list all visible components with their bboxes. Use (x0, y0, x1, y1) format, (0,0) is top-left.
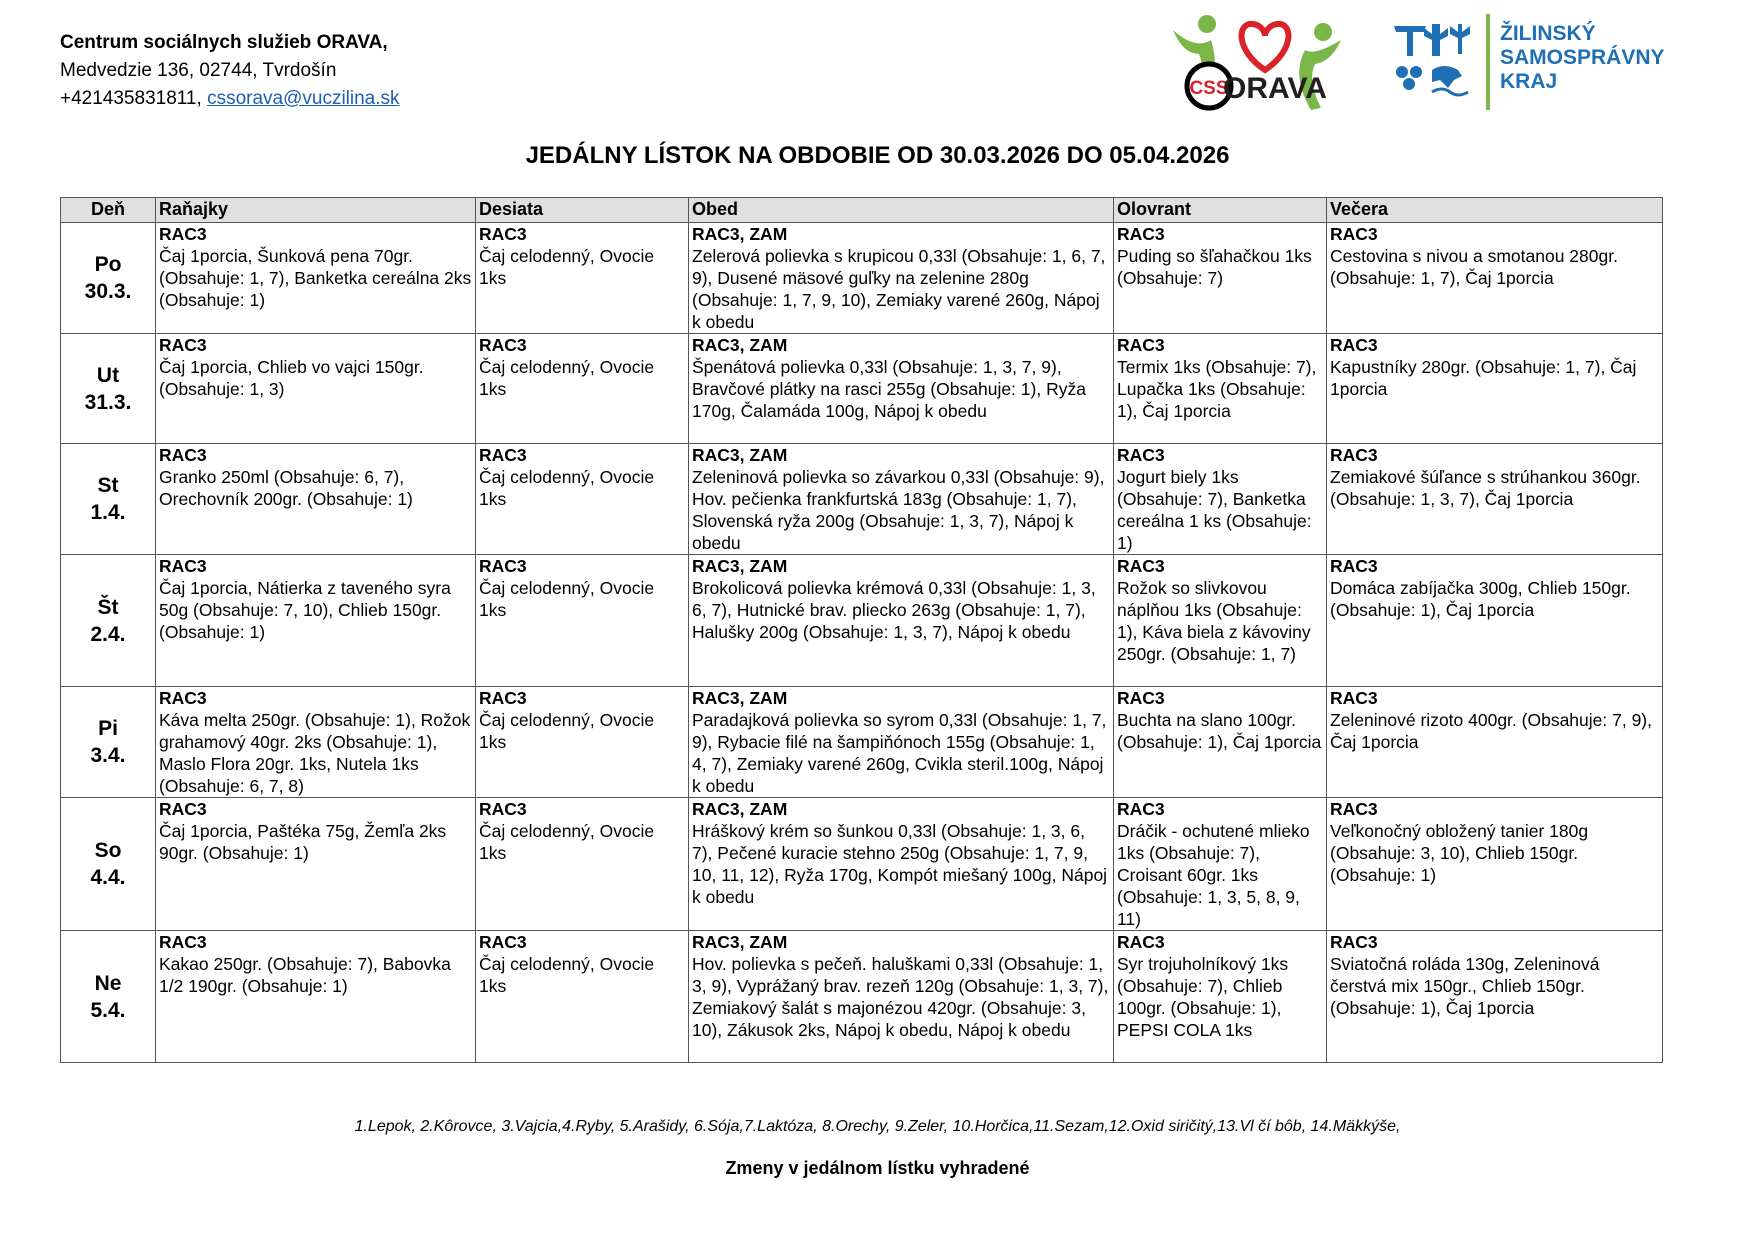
meal-text: Kapustníky 280gr. (Obsahuje: 1, 7), Čaj 1porcia (1330, 357, 1637, 399)
meal-cell (156, 334, 476, 444)
day-date: 3.4. (90, 744, 126, 767)
diet-code: RAC3 (1330, 932, 1378, 952)
meal-text: Čaj celodenný, Ovocie 1ks (479, 954, 655, 996)
meal-cell (1114, 555, 1327, 687)
meal-text: Čaj 1porcia, Nátierka z taveného syra 50g (Obsahuje: 7, 10), Chlieb 150gr. (Obsahuje: 1) (159, 578, 451, 642)
day-cell (61, 444, 156, 555)
meal-text: Veľkonočný obložený tanier 180g (Obsahuje: 3, 10), Chlieb 150gr. (Obsahuje: 1) (1330, 821, 1589, 885)
meal-text: Čaj celodenný, Ovocie 1ks (479, 821, 655, 863)
day-date: 2.4. (90, 622, 126, 646)
page-title: JEDÁLNY LÍSTOK NA OBDOBIE OD 30.03.2026 DO 05.04.2026 (525, 142, 1230, 169)
meal-cell (689, 555, 1114, 687)
crest-pitchfork-icon (1450, 24, 1470, 54)
meal-cell (1327, 555, 1663, 687)
header-snack: Desiata (476, 198, 689, 223)
table-row (61, 798, 1663, 931)
region-text-line-1: ŽILINSKÝ (1500, 22, 1596, 45)
day-name: So (94, 839, 122, 862)
day-cell (61, 334, 156, 444)
table-row (61, 555, 1663, 687)
meal-cell (1114, 444, 1327, 555)
region-text-line-2: SAMOSPRÁVNY (1500, 46, 1665, 69)
meal-text: Čaj celodenný, Ovocie 1ks (479, 467, 655, 509)
menu-table (60, 197, 1663, 1063)
crest-cross-icon (1394, 26, 1426, 56)
table-row (61, 931, 1663, 1063)
meal-cell (1114, 223, 1327, 334)
meal-text: Rožok so slivkovou náplňou 1ks (Obsahuje: 1), Káva biela z kávoviny 250gr. (Obsahuje: 1, 7) (1117, 578, 1311, 664)
meal-text: Čaj celodenný, Ovocie 1ks (479, 578, 655, 620)
diet-code: RAC3 (1117, 445, 1165, 465)
table-row (61, 687, 1663, 798)
diet-code: RAC3 (1117, 688, 1165, 708)
meal-text: Cestovina s nivou a smotanou 280gr. (Obsahuje: 1, 7), Čaj 1porcia (1330, 246, 1618, 288)
day-date: 5.4. (90, 998, 126, 1022)
region-text-line-3: KRAJ (1500, 70, 1558, 93)
meal-text: Čaj celodenný, Ovocie 1ks (479, 357, 655, 399)
meal-cell (1327, 798, 1663, 931)
table-row (61, 334, 1663, 444)
diet-code: RAC3 (479, 335, 527, 355)
diet-code: RAC3 (479, 688, 527, 708)
diet-code: RAC3 (159, 688, 207, 708)
table-header-row (61, 198, 1663, 223)
organization-phone: +421435831811, (60, 88, 202, 109)
meal-text: Zemiakové šúľance s strúhankou 360gr. (Obsahuje: 1, 3, 7), Čaj 1porcia (1330, 467, 1641, 509)
meal-cell (156, 444, 476, 555)
diet-code: RAC3 (479, 556, 527, 576)
meal-text: Kakao 250gr. (Obsahuje: 7), Babovka 1/2 190gr. (Obsahuje: 1) (159, 954, 451, 996)
meal-cell (1327, 931, 1663, 1063)
meal-cell (1114, 687, 1327, 798)
logo-heart (1242, 24, 1289, 70)
meal-text: Hráškový krém so šunkou 0,33l (Obsahuje: 1, 3, 6, 7), Pečené kuracie stehno 250g (Obsahuje: 1, 7, 9, 10, 11, 12), Ryža 170g, Kompót miešaný 100g, Nápoj k obedu (692, 821, 1108, 907)
meal-cell (689, 931, 1114, 1063)
meal-cell (156, 687, 476, 798)
logo-css-text: CSS (1189, 78, 1229, 99)
diet-code: RAC3 (159, 335, 207, 355)
day-name: Ut (96, 363, 120, 387)
meal-text: Zeleninová polievka so závarkou 0,33l (Obsahuje: 9), Hov. pečienka frankfurtská 183g (Obsahuje: 1, 7), Slovenská ryža 200g (Obsahuje: 1, 3, 7), Nápoj k obedu (692, 467, 1105, 553)
day-date: 4.4. (90, 866, 126, 889)
meal-cell (476, 334, 689, 444)
diet-code: RAC3, ZAM (692, 932, 788, 952)
diet-code: RAC3 (1117, 932, 1165, 952)
day-cell (61, 687, 156, 798)
meal-cell (156, 223, 476, 334)
header-day: Deň (61, 198, 156, 223)
diet-code: RAC3 (1330, 799, 1378, 819)
meal-text: Granko 250ml (Obsahuje: 6, 7), Orechovník 200gr. (Obsahuje: 1) (159, 467, 413, 509)
meal-cell (1327, 334, 1663, 444)
diet-code: RAC3 (159, 932, 207, 952)
meal-cell (1327, 687, 1663, 798)
meal-cell (689, 444, 1114, 555)
diet-code: RAC3 (159, 556, 207, 576)
meal-cell (689, 798, 1114, 931)
meal-text: Domáca zabíjačka 300g, Chlieb 150gr. (Obsahuje: 1), Čaj 1porcia (1330, 578, 1631, 620)
day-cell (61, 798, 156, 931)
meal-cell (689, 223, 1114, 334)
meal-text: Čaj 1porcia, Chlieb vo vajci 150gr. (Obsahuje: 1, 3) (159, 357, 424, 399)
meal-text: Čaj 1porcia, Šunková pena 70gr. (Obsahuje: 1, 7), Banketka cereálna 2ks (Obsahuje: 1) (159, 246, 472, 310)
crest-wave-icon (1432, 89, 1468, 95)
css-orava-logo (1165, 10, 1345, 122)
logo-divider (1486, 14, 1490, 110)
diet-code: RAC3, ZAM (692, 224, 788, 244)
meal-cell (156, 798, 476, 931)
diet-code: RAC3 (159, 224, 207, 244)
meal-cell (476, 555, 689, 687)
meal-text: Jogurt biely 1ks (Obsahuje: 7), Banketka cereálna 1 ks (Obsahuje: 1) (1117, 467, 1312, 553)
crest-animal-icon (1432, 66, 1462, 88)
day-cell (61, 555, 156, 687)
diet-code: RAC3 (1330, 688, 1378, 708)
allergen-legend: 1.Lepok, 2.Kôrovce, 3.Vajcia,4.Ryby, 5.Arašidy, 6.Sója,7.Laktóza, 8.Orechy, 9.Zeler, 10.Horčica,11.Sezam,12.Oxid siričitý,13.Vl čí bôb, 14.Mäkkýše, (354, 1118, 1401, 1135)
organization-email-link[interactable]: cssorava@vuczilina.sk (207, 88, 400, 109)
meal-cell (1114, 334, 1327, 444)
day-name: Po (94, 253, 122, 276)
diet-code: RAC3 (159, 445, 207, 465)
diet-code: RAC3 (1117, 556, 1165, 576)
logo-figure-head-right (1314, 23, 1332, 41)
diet-code: RAC3, ZAM (692, 335, 788, 355)
diet-code: RAC3 (1117, 799, 1165, 819)
meal-text: Zelerová polievka s krupicou 0,33l (Obsahuje: 1, 6, 7, 9), Dusené mäsové guľky na zelenine 280g (Obsahuje: 1, 7, 9, 10), Zemiaky varené 260g, Nápoj k obedu (692, 246, 1106, 332)
diet-code: RAC3 (1330, 445, 1378, 465)
diet-code: RAC3, ZAM (692, 799, 788, 819)
diet-code: RAC3, ZAM (692, 556, 788, 576)
meal-text: Termix 1ks (Obsahuje: 7), Lupačka 1ks (Obsahuje: 1), Čaj 1porcia (1117, 357, 1317, 421)
meal-cell (476, 444, 689, 555)
table-row (61, 223, 1663, 334)
diet-code: RAC3, ZAM (692, 688, 788, 708)
meal-text: Čaj celodenný, Ovocie 1ks (479, 710, 655, 752)
meal-cell (476, 798, 689, 931)
meal-text: Čaj 1porcia, Paštéka 75g, Žemľa 2ks 90gr. (Obsahuje: 1) (159, 821, 447, 863)
organization-address: Medvedzie 136, 02744, Tvrdošín (60, 60, 337, 81)
meal-cell (476, 223, 689, 334)
logo-orava-text: ORAVA (1223, 72, 1327, 105)
diet-code: RAC3 (479, 799, 527, 819)
crest-dot-icon-2 (1410, 66, 1422, 78)
meal-text: Hov. polievka s pečeň. haluškami 0,33l (Obsahuje: 1, 3, 9), Vyprážaný brav. rezeň 120g (Obsahuje: 1, 3, 7), Zemiakový šalát s majonézou 420gr. (Obsahuje: 3, 10), Zákusok 2ks, Nápoj k obedu, Nápoj k obedu (692, 954, 1109, 1040)
day-date: 1.4. (90, 501, 126, 524)
meal-cell (156, 555, 476, 687)
day-name: Pi (98, 717, 118, 740)
day-name: St (97, 474, 119, 497)
diet-code: RAC3 (1330, 556, 1378, 576)
meal-cell (1114, 798, 1327, 931)
meal-text: Syr trojuholníkový 1ks (Obsahuje: 7), Chlieb 100gr. (Obsahuje: 1), PEPSI COLA 1ks (1117, 954, 1289, 1040)
meal-cell (156, 931, 476, 1063)
diet-code: RAC3, ZAM (692, 445, 788, 465)
header-breakfast: Raňajky (156, 198, 476, 223)
footer-note: Zmeny v jedálnom lístku vyhradené (725, 1158, 1030, 1178)
organization-contact (60, 85, 400, 113)
day-name: Št (97, 595, 119, 619)
meal-cell (476, 931, 689, 1063)
day-name: Ne (94, 971, 122, 995)
meal-text: Puding so šľahačkou 1ks (Obsahuje: 7) (1117, 246, 1312, 288)
meal-cell (689, 687, 1114, 798)
diet-code: RAC3 (159, 799, 207, 819)
diet-code: RAC3 (1117, 224, 1165, 244)
meal-text: Čaj celodenný, Ovocie 1ks (479, 246, 655, 288)
meal-cell (476, 687, 689, 798)
diet-code: RAC3 (479, 445, 527, 465)
organization-info (60, 29, 400, 113)
day-date: 30.3. (84, 280, 132, 303)
logo-figure-head-left (1198, 15, 1216, 33)
diet-code: RAC3 (1117, 335, 1165, 355)
zilinsky-kraj-logo (1388, 10, 1665, 122)
meal-text: Sviatočná roláda 130g, Zeleninová čerstvá mix 150gr., Chlieb 150gr. (Obsahuje: 1), Čaj 1porcia (1330, 954, 1600, 1018)
table-row (61, 444, 1663, 555)
day-cell (61, 931, 156, 1063)
meal-cell (1114, 931, 1327, 1063)
crest-dot-icon-3 (1403, 78, 1415, 90)
diet-code: RAC3 (479, 224, 527, 244)
meal-text: Káva melta 250gr. (Obsahuje: 1), Rožok grahamový 40gr. 2ks (Obsahuje: 1), Maslo Flora 20gr. 1ks, Nutela 1ks (Obsahuje: 6, 7, 8) (159, 710, 471, 796)
diet-code: RAC3 (1330, 224, 1378, 244)
header-dinner: Večera (1327, 198, 1663, 223)
meal-cell (689, 334, 1114, 444)
diet-code: RAC3 (479, 932, 527, 952)
meal-cell (1327, 223, 1663, 334)
day-date: 31.3. (84, 390, 132, 414)
header-lunch: Obed (689, 198, 1114, 223)
meal-cell (1327, 444, 1663, 555)
header-afternoon-snack: Olovrant (1114, 198, 1327, 223)
meal-text: Paradajková polievka so syrom 0,33l (Obsahuje: 1, 7, 9), Rybacie filé na šampiňónoch 155g (Obsahuje: 1, 4, 7), Zemiaky varené 260g, Cvikla steril.100g, Nápoj k obedu (692, 710, 1107, 796)
meal-text: Špenátová polievka 0,33l (Obsahuje: 1, 3, 7, 9), Bravčové plátky na rasci 255g (Obsahuje: 1), Ryža 170g, Čalamáda 100g, Nápoj k obedu (692, 357, 1086, 421)
organization-name: Centrum sociálnych služieb ORAVA, (60, 32, 388, 53)
meal-text: Zeleninové rizoto 400gr. (Obsahuje: 7, 9), Čaj 1porcia (1330, 710, 1652, 752)
meal-text: Brokolicová polievka krémová 0,33l (Obsahuje: 1, 3, 6, 7), Hutnické brav. pliecko 263g (Obsahuje: 1, 7), Halušky 200g (Obsahuje: 1, 3, 7), Nápoj k obedu (692, 578, 1096, 642)
meal-text: Buchta na slano 100gr. (Obsahuje: 1), Čaj 1porcia (1117, 710, 1322, 752)
crest-tower-icon (1424, 24, 1448, 56)
diet-code: RAC3 (1330, 335, 1378, 355)
meal-text: Dráčik - ochutené mlieko 1ks (Obsahuje: 7), Croisant 60gr. 1ks (Obsahuje: 1, 3, 5, 8, 9, 11) (1117, 821, 1310, 929)
crest-dot-icon-1 (1396, 66, 1408, 78)
day-cell (61, 223, 156, 334)
